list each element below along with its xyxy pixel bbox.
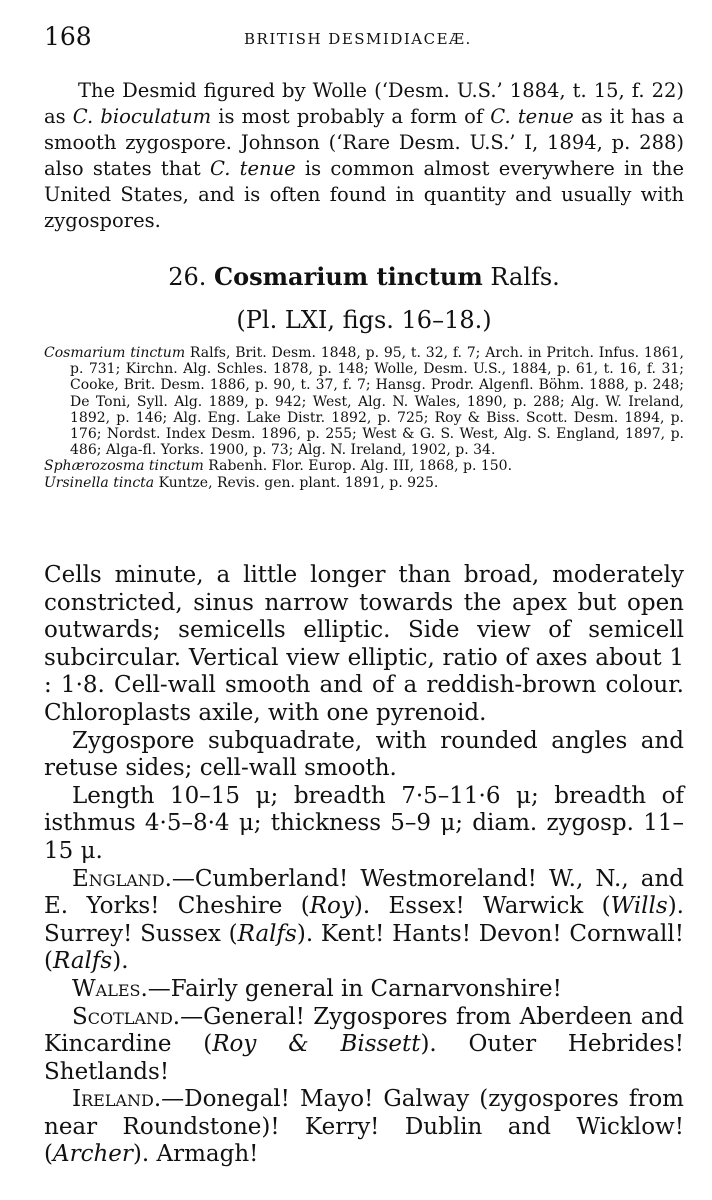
intro-paragraph: The Desmid figured by Wolle (‘Desm. U.S.’ 1884, t. 15, f. 22) as C. bioculatum is most probably a form of C. tenue as it has a smooth zygospore. Johnson (‘Rare Desm. U.S.’ I, 1894, p. 288) also states that C. tenue is common almost everywhere in the United States, and is often found in quantity and usually with zygospores.: [44, 79, 685, 232]
synonym-entry: Cosmarium tinctum Ralfs, Brit. Desm. 1848, p. 95, t. 32, f. 7; Arch. in Pritch. Infus. 1861, p. 731; Kirchn. Alg. Schles. 1878, p. 148; Wolle, Desm. U.S., 1884, p. 61, t. 16, f. 31; Cooke, Brit. Desm. 1886, p. 90, t. 37, f. 7; Hansg. Prodr. Algenfl. Böhm. 1888, p. 248; De Toni, Syll. Alg. 1889, p. 942; West, Alg. N. Wales, 1890, p. 288; Alg. W. Ireland, 1892, p. 146; Alg. Eng. Lake Distr. 1892, p. 725; Roy & Biss. Scott. Desm. 1894, p. 176; Nordst. Index Desm. 1896, p. 255; West & G. S. West, Alg. S. England, 1897, p. 486; Alga-fl. Yorks. 1900, p. 73; Alg. N. Ireland, 1902, p. 34.: [44, 345, 684, 459]
zygospore-description: Zygospore subquadrate, with rounded angles and retuse sides; cell-wall smooth.: [44, 727, 684, 782]
species-heading: 26. Cosmarium tinctum Ralfs.: [168, 262, 560, 291]
page-header: [44, 22, 684, 54]
page-number: 168: [44, 22, 92, 51]
plate-reference: (Pl. LXI, figs. 16–18.): [236, 306, 492, 334]
measurements: Length 10–15 μ; breadth 7·5–11·6 μ; breadth of isthmus 4·5–8·4 μ; thickness 5–9 μ; diam. zygosp. 11–15 μ.: [44, 782, 684, 864]
distribution-ireland: Ireland.—Donegal! Mayo! Galway (zygospores from near Roundstone)! Kerry! Dublin and Wicklow! (Archer). Armagh!: [44, 1086, 684, 1168]
distribution-wales: Wales.—Fairly general in Carnarvonshire!: [72, 975, 562, 1002]
running-head: BRITISH DESMIDIACEÆ.: [244, 30, 472, 48]
description: [44, 562, 684, 1169]
synonymy: [44, 345, 684, 491]
cell-description: Cells minute, a little longer than broad, moderately constricted, sinus narrow towards the apex but open outwards; semicells elliptic. Side view of semicell subcircular. Vertical view elliptic, ratio of axes about 1 : 1·8. Cell-wall smooth and of a reddish-brown colour. Chloroplasts axile, with one pyrenoid.: [44, 562, 684, 726]
distribution-england: England.—Cumberland! Westmoreland! W., N., and E. Yorks! Cheshire (Roy). Essex! Warwick (Wills). Surrey! Sussex (Ralfs). Kent! Hants! Devon! Cornwall! (Ralfs).: [44, 865, 684, 975]
distribution-scotland: Scotland.—General! Zygospores from Aberdeen and Kincardine (Roy & Bissett). Outer Hebrides! Shetlands!: [44, 1003, 684, 1085]
species-name: Cosmarium tinctum: [214, 262, 483, 291]
synonym-entry: Ursinella tincta Kuntze, Revis. gen. plant. 1891, p. 925.: [44, 474, 439, 491]
synonym-entry: Sphærozosma tinctum Rabenh. Flor. Europ. Alg. III, 1868, p. 150.: [44, 458, 513, 475]
